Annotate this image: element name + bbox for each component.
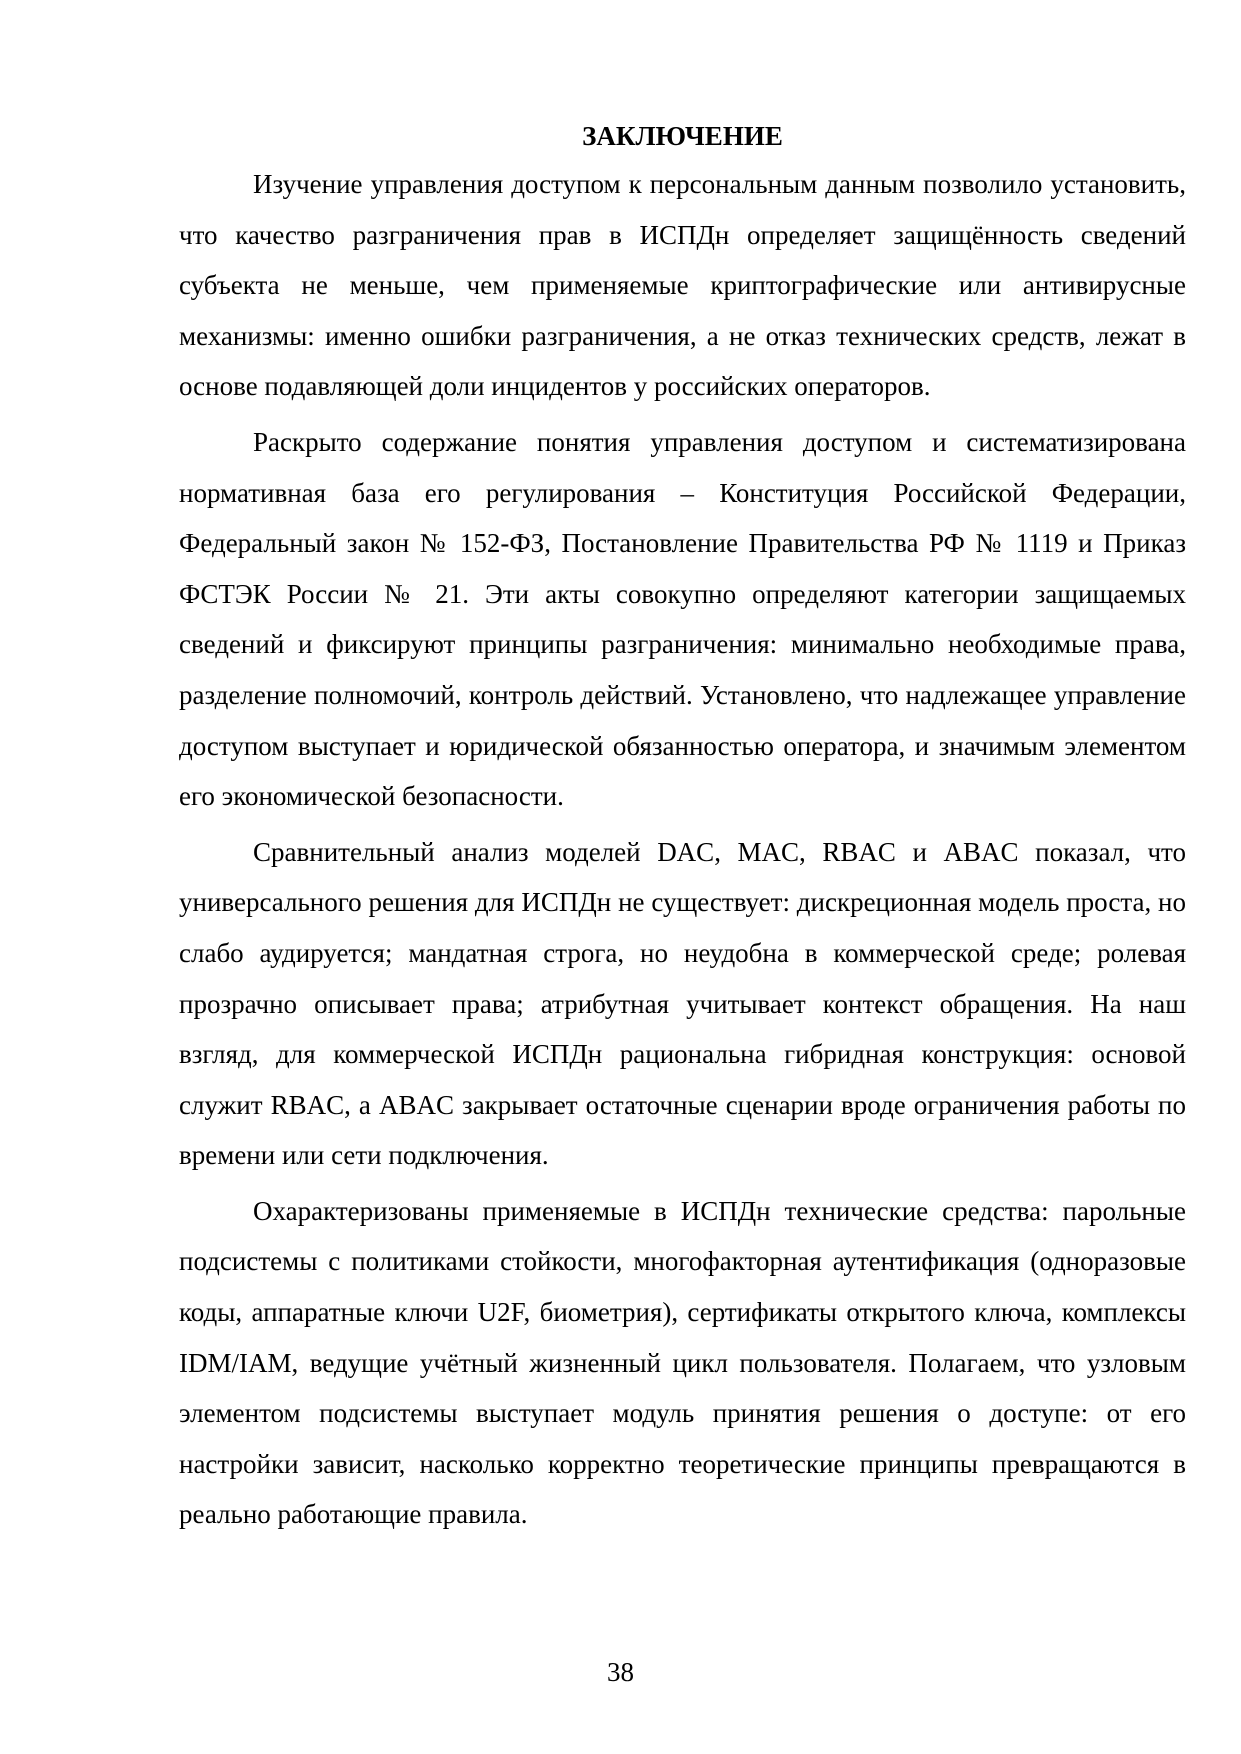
section-heading: ЗАКЛЮЧЕНИЕ [582,121,783,151]
paragraph-1: Изучение управления доступом к персональным данным позволило установить, что качество разграничения прав в ИСПДн определяет защищённость сведений субъекта не меньше, чем применяемые криптографические или антивирусные механизмы: именно ошибки разграничения, а не отказ технических средств, лежат в основе подавляющей доли инцидентов у российских операторов. [179,169,1186,402]
page-content [179,116,1186,1545]
paragraph-3: Сравнительный анализ моделей DAC, MAC, RBAC и ABAC показал, что универсального решения для ИСПДн не существует: дискреционная модель проста, но слабо аудируется; мандатная строга, но неудобна в коммерческой среде; ролевая прозрачно описывает права; атрибутная учитывает контекст обращения. На наш взгляд, для коммерческой ИСПДн рациональна гибридная конструкция: основой служит RBAC, а ABAC закрывает остаточные сценарии вроде ограничения работы по времени или сети подключения. [179,836,1186,1171]
page-number: 38 [607,1657,634,1687]
paragraph-4: Охарактеризованы применяемые в ИСПДн технические средства: парольные подсистемы с политиками стойкости, многофакторная аутентификация (одноразовые коды, аппаратные ключи U2F, биометрия), сертификаты открытого ключа, комплексы IDM/IAM, ведущие учётный жизненный цикл пользователя. Полагаем, что узловым элементом подсистемы выступает модуль принятия решения о доступе: от его настройки зависит, насколько корректно теоретические принципы превращаются в реально работающие правила. [179,1195,1186,1530]
paragraph-2: Раскрыто содержание понятия управления доступом и систематизирована нормативная база его регулирования – Конституция Российской Федерации, Федеральный закон № 152-ФЗ, Постановление Правительства РФ № 1119 и Приказ ФСТЭК России № 21. Эти акты совокупно определяют категории защищаемых сведений и фиксируют принципы разграничения: минимально необходимые права, разделение полномочий, контроль действий. Установлено, что надлежащее управление доступом выступает и юридической обязанностью оператора, и значимым элементом его экономической безопасности. [179,426,1186,812]
